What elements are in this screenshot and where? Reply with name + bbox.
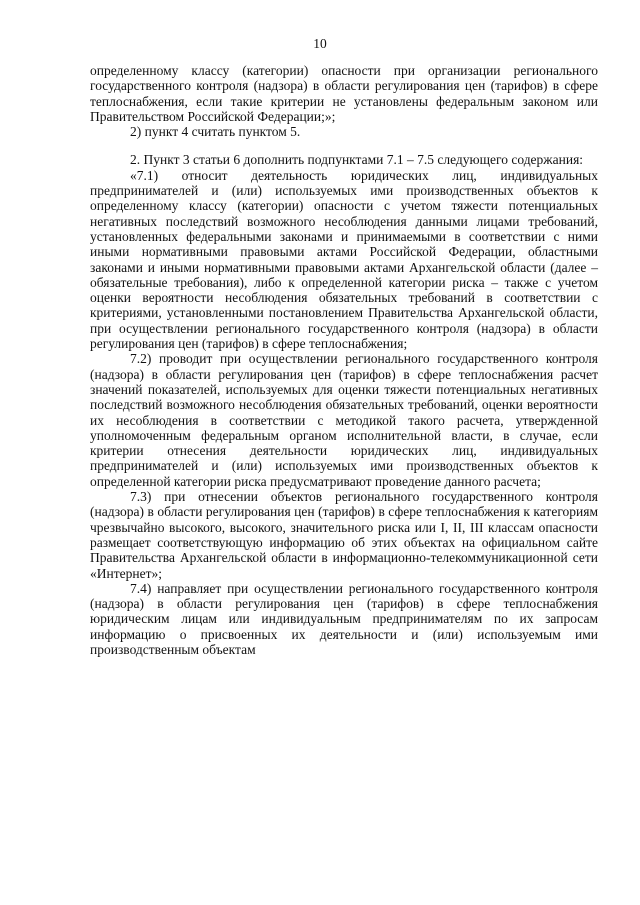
paragraph-gap xyxy=(90,139,598,152)
paragraph-subitem-7-1: «7.1) относит деятельность юридических лиц, индивидуальных предпринимателей и (или) используемых ими производственных объектов к определенному классу (категории) опасности с учетом тяжести потенциальных негативных последствий возможного несоблюдения данными лицами требований, установленных федеральными законами и принимаемыми в соответствии с ними иными нормативными правовыми актами Российской Федерации, областными законами и иными нормативными правовыми актами Архангельской области (далее – обязательные требования), либо к определенной категории риска – также с учетом оценки вероятности несоблюдения обязательных требований в соответствии с критериями, установленными постановлением Правительства Архангельской области, при осуществлении регионального государственного контроля (надзора) в области регулирования цен (тарифов) в сфере теплоснабжения; xyxy=(90,167,598,352)
paragraph-item-2: 2) пункт 4 считать пунктом 5. xyxy=(130,124,301,140)
page-number: 10 xyxy=(313,36,327,51)
paragraph-subitem-7-2: 7.2) проводит при осуществлении регионального государственного контроля (надзора) в области регулирования цен (тарифов) в сфере теплоснабжения расчет значений показателей, используемых для оценки тяжести потенциальных негативных последствий возможного несоблюдения обязательных требований, оценки вероятности их несоблюдения в соответствии с методикой такого расчета, утвержденной уполномоченным федеральным органом исполнительной власти, в случае, если критерии отнесения деятельности юридических лиц, индивидуальных предпринимателей и (или) используемых ими производственных объектов к определенной категории риска предусматривают проведение данного расчета; xyxy=(90,351,598,489)
paragraph-point-2: 2. Пункт 3 статьи 6 дополнить подпунктами 7.1 – 7.5 следующего содержания: xyxy=(130,152,584,168)
document-body xyxy=(90,63,598,657)
paragraph-continuation: определенному классу (категории) опасности при организации регионального государственного контроля (надзора) в области регулирования цен (тарифов) в сфере теплоснабжения, если такие критерии не установлены федеральным законом или Правительством Российской Федерации;»; xyxy=(90,63,598,124)
paragraph-subitem-7-3: 7.3) при отнесении объектов регионального государственного контроля (надзора) в области регулирования цен (тарифов) в сфере теплоснабжения к категориям чрезвычайно высокого, высокого, значительного риска или I, II, III классам опасности размещает соответствующую информацию об этих объектах на официальном сайте Правительства Архангельской области в информационно-телекоммуникационной сети «Интернет»; xyxy=(90,489,598,581)
paragraph-subitem-7-4: 7.4) направляет при осуществлении регионального государственного контроля (надзора) в области регулирования цен (тарифов) в сфере теплоснабжения юридическим лицам или индивидуальным предпринимателям по их запросам информацию о присвоенных их деятельности и (или) используемым ими производственным объектам xyxy=(90,580,598,657)
